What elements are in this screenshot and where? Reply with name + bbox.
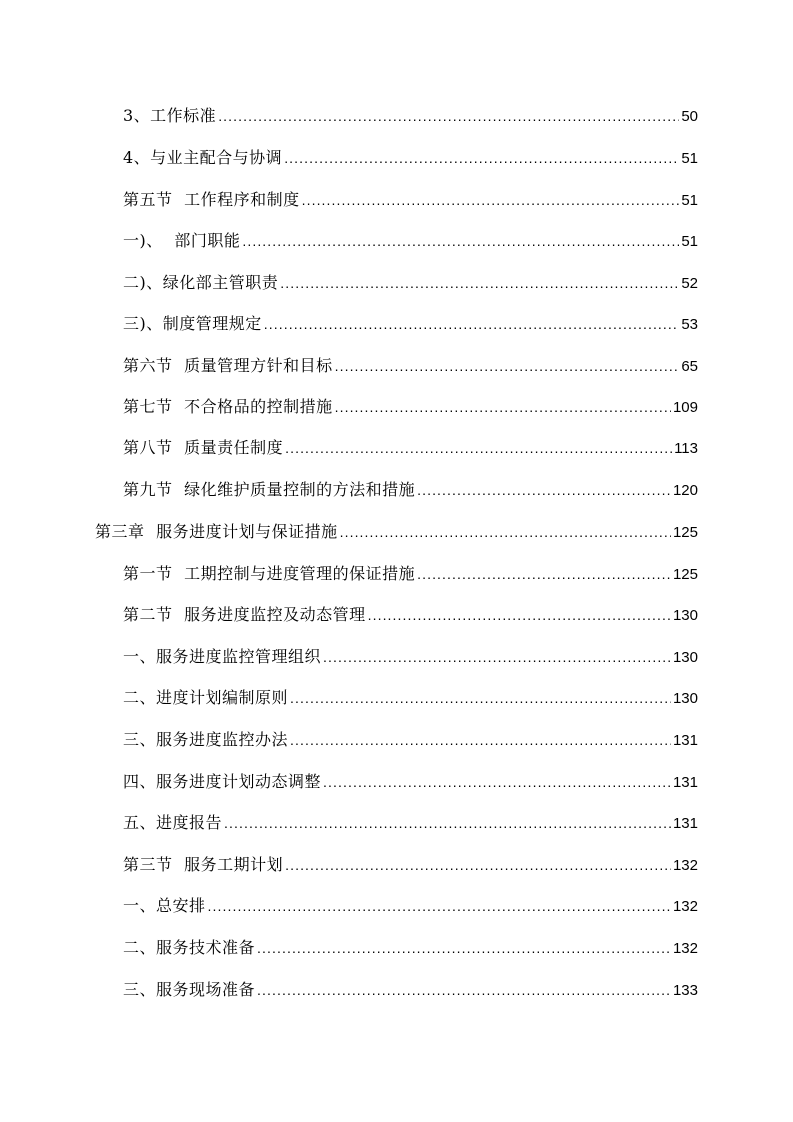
dot-leader [242,226,679,256]
toc-entry[interactable] [123,642,698,672]
toc-entry-page: 133 [672,982,698,999]
toc-entry[interactable] [123,767,698,797]
dot-leader [280,268,679,298]
toc-entry-title: 第一节 工期控制与进度管理的保证措施 [123,564,416,583]
toc-entry-title: 4、与业主配合与协调 [123,148,283,167]
toc-entry-page: 65 [681,358,698,375]
dot-leader [302,185,680,215]
toc-entry-title: 第三章 服务进度计划与保证措施 [95,522,338,541]
dot-leader [335,351,680,381]
toc-entry[interactable] [123,392,698,422]
toc-entry-title: 第九节 绿化维护质量控制的方法和措施 [123,480,416,499]
toc-entry-page: 50 [681,108,698,125]
toc-entry[interactable] [123,268,698,298]
toc-entry-title: 一、服务进度监控管理组织 [123,647,322,666]
toc-entry[interactable] [123,683,698,713]
dot-leader [257,975,671,1005]
toc-entry[interactable] [123,475,698,505]
toc-entry-title: 第三节 服务工期计划 [123,855,284,874]
dot-leader [218,101,679,131]
toc-entry-title: 三)、制度管理规定 [123,314,262,333]
toc-entry[interactable] [123,433,698,463]
dot-leader [264,309,680,339]
dot-leader [257,933,671,963]
toc-entry[interactable] [123,933,698,963]
toc-entry-title: 一、总安排 [123,896,206,915]
toc-entry[interactable] [123,600,698,630]
dot-leader [285,433,672,463]
toc-entry-title: 三、服务现场准备 [123,980,256,999]
toc-entry-title: 五、进度报告 [123,813,223,832]
toc-chapter-entry[interactable] [95,517,698,547]
toc-entry-title: 四、服务进度计划动态调整 [123,772,322,791]
dot-leader [340,517,671,547]
toc-entry-title: 一)、 部门职能 [123,231,241,250]
dot-leader [417,559,671,589]
toc-entry-page: 130 [672,607,698,624]
toc-entry-page: 53 [681,316,698,333]
toc-entry-title: 三、服务进度监控办法 [123,730,289,749]
toc-entry-page: 132 [672,940,698,957]
toc-entry-title: 第五节 工作程序和制度 [123,190,300,209]
dot-leader [417,475,671,505]
toc-entry-page: 51 [681,150,698,167]
toc-entry[interactable] [123,808,698,838]
toc-entry[interactable] [123,725,698,755]
toc-entry[interactable] [123,891,698,921]
dot-leader [284,143,679,173]
toc-entry-page: 130 [672,649,698,666]
dot-leader [368,600,671,630]
dot-leader [323,767,671,797]
toc-entry-title: 第七节 不合格品的控制措施 [123,397,333,416]
toc-entry-page: 125 [672,566,698,583]
toc-entry-title: 二、进度计划编制原则 [123,688,289,707]
dot-leader [290,683,671,713]
toc-entry-title: 二、服务技术准备 [123,938,256,957]
dot-leader [285,850,671,880]
dot-leader [335,392,671,422]
toc-entry-page: 51 [681,192,698,209]
toc-entry-page: 131 [672,774,698,791]
toc-entry-page: 130 [672,690,698,707]
toc-entry[interactable] [123,559,698,589]
toc-entry-title: 二)、绿化部主管职责 [123,273,279,292]
toc-entry-page: 113 [674,440,698,457]
toc-entry-page: 132 [672,857,698,874]
toc-entry[interactable] [123,143,698,173]
toc-entry[interactable] [123,351,698,381]
toc-entry-page: 131 [672,732,698,749]
dot-leader [323,642,671,672]
toc-entry[interactable] [123,309,698,339]
toc-entry-page: 109 [672,399,698,416]
dot-leader [290,725,671,755]
dot-leader [224,808,671,838]
toc-entry[interactable] [123,185,698,215]
toc-entry-page: 51 [681,233,698,250]
dot-leader [208,891,671,921]
toc-entry-page: 132 [672,898,698,915]
toc-entry-title: 第八节 质量责任制度 [123,438,284,457]
toc-entry-title: 第二节 服务进度监控及动态管理 [123,605,366,624]
toc-entry[interactable] [123,101,698,131]
toc-entry-page: 52 [681,275,698,292]
toc-entry[interactable] [123,850,698,880]
toc-entry-title: 3、工作标准 [123,106,217,125]
toc-entry-page: 131 [672,815,698,832]
toc-entry-page: 120 [672,482,698,499]
toc-entry[interactable] [123,975,698,1005]
toc-entry-page: 125 [672,524,698,541]
toc-entry-title: 第六节 质量管理方针和目标 [123,356,333,375]
toc-entry[interactable] [123,226,698,256]
